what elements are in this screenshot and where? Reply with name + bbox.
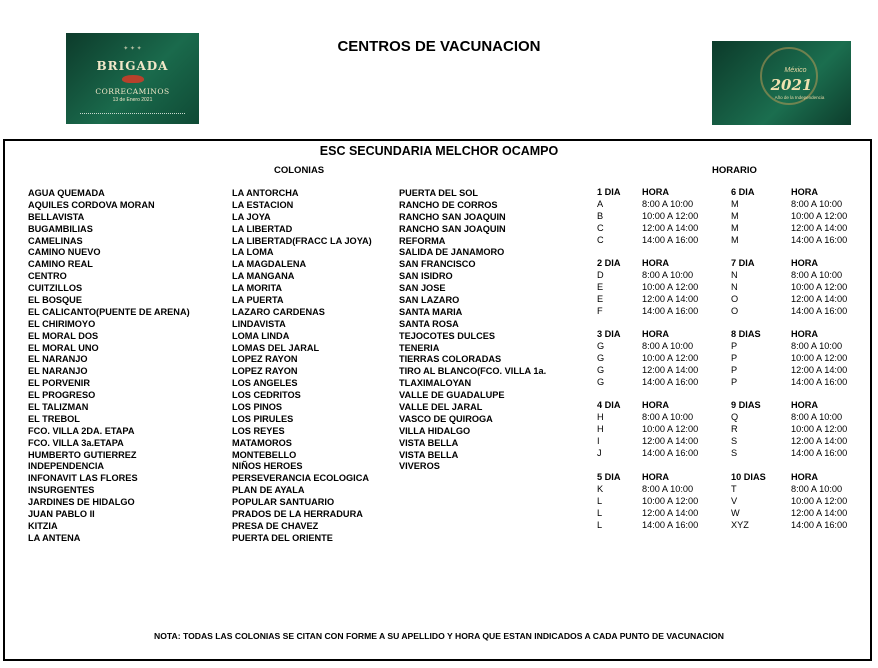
colonia-item: POPULAR SANTUARIO — [232, 497, 335, 508]
colonia-item: LA PUERTA — [232, 295, 284, 306]
colonia-item: VILLA HIDALGO — [399, 425, 471, 436]
group-code: H — [597, 423, 604, 434]
colonia-item: EL MORAL UNO — [28, 342, 99, 353]
time-slot: 14:00 A 16:00 — [642, 305, 699, 316]
colonia-item: FCO. VILLA 3a.ETAPA — [28, 437, 124, 448]
hora-label: HORA — [791, 472, 819, 482]
group-code: P — [731, 340, 738, 351]
colonias-column-2 — [232, 188, 372, 545]
day-label: 10 DIAS — [731, 472, 766, 482]
colonia-item: TIRO AL BLANCO(FCO. VILLA 1a. — [399, 366, 547, 377]
hora-label: HORA — [791, 187, 819, 197]
colonia-item: KITZIA — [28, 520, 58, 531]
colonia-item: SAN JOSE — [399, 283, 446, 294]
colonia-item: MATAMOROS — [232, 437, 292, 448]
colonia-item: LA MAGDALENA — [232, 259, 307, 270]
time-slot: 12:00 A 14:00 — [642, 222, 699, 233]
time-slot: 10:00 A 12:00 — [791, 352, 848, 363]
group-code: G — [597, 340, 605, 351]
time-slot: 14:00 A 16:00 — [791, 519, 848, 530]
time-slot: 10:00 A 12:00 — [791, 210, 848, 221]
time-slot: 14:00 A 16:00 — [642, 519, 699, 530]
group-code: E — [597, 281, 604, 292]
hora-label: HORA — [791, 400, 819, 410]
group-code: C — [597, 234, 604, 245]
colonia-item: LA MANGANA — [232, 271, 295, 282]
time-slot: 8:00 A 10:00 — [791, 340, 843, 351]
schedule-block — [731, 258, 861, 317]
schedule-block — [731, 329, 861, 388]
time-slot: 12:00 A 14:00 — [642, 364, 699, 375]
colonia-item: LAZARO CARDENAS — [232, 306, 325, 317]
colonia-item: CUITZILLOS — [28, 283, 83, 294]
colonia-item: CAMINO NUEVO — [28, 247, 101, 258]
hora-label: HORA — [642, 472, 670, 482]
time-slot: 14:00 A 16:00 — [642, 447, 699, 458]
day-label: 6 DIA — [731, 187, 755, 197]
time-slot: 8:00 A 10:00 — [791, 411, 843, 422]
colonia-item: SAN FRANCISCO — [399, 259, 476, 270]
colonia-item: SAN ISIDRO — [399, 271, 453, 282]
time-slot: 12:00 A 14:00 — [642, 293, 699, 304]
hora-label: HORA — [642, 329, 670, 339]
colonia-item: LA MORITA — [232, 283, 283, 294]
mexico-2021-logo — [712, 41, 851, 125]
school-title: ESC SECUNDARIA MELCHOR OCAMPO — [319, 144, 559, 158]
horario-header: HORARIO — [712, 165, 757, 176]
colonia-item: LOS PIRULES — [232, 413, 294, 424]
colonia-item: EL CHIRIMOYO — [28, 318, 96, 329]
colonia-item: LA ESTACION — [232, 199, 294, 210]
group-code: P — [731, 376, 738, 387]
colonia-item: VISTA BELLA — [399, 437, 459, 448]
group-code: M — [731, 198, 739, 209]
group-code: F — [597, 305, 603, 316]
colonia-item: AQUILES CORDOVA MORAN — [28, 199, 155, 210]
colonia-item: LA JOYA — [232, 211, 271, 222]
colonia-item: BELLAVISTA — [28, 211, 85, 222]
group-code: S — [731, 447, 738, 458]
logo-title: BRIGADA — [96, 59, 169, 73]
day-label: 9 DIAS — [731, 400, 761, 410]
time-slot: 8:00 A 10:00 — [642, 198, 694, 209]
colonia-item: EL CALICANTO(PUENTE DE ARENA) — [28, 306, 190, 317]
time-slot: 12:00 A 14:00 — [791, 222, 848, 233]
colonia-item: RANCHO SAN JOAQUIN — [399, 223, 506, 234]
day-label: 1 DIA — [597, 187, 621, 197]
logo-date: 13 de Enero 2021 — [112, 97, 153, 103]
colonia-item: INDEPENDENCIA — [28, 461, 105, 472]
time-slot: 10:00 A 12:00 — [642, 352, 699, 363]
roadrunner-icon — [122, 75, 144, 83]
colonia-item: VALLE DE GUADALUPE — [399, 390, 505, 401]
group-code: N — [731, 269, 738, 280]
time-slot: 10:00 A 12:00 — [791, 495, 848, 506]
group-code: B — [597, 210, 604, 221]
colonia-item: PUERTA DEL SOL — [399, 188, 478, 198]
colonias-header: COLONIAS — [274, 165, 325, 176]
colonia-item: JUAN PABLO II — [28, 509, 95, 520]
colonia-item: FCO. VILLA 2DA. ETAPA — [28, 425, 135, 436]
group-code: O — [731, 293, 739, 304]
time-slot: 8:00 A 10:00 — [791, 483, 843, 494]
group-code: S — [731, 435, 738, 446]
logo-year: 2021 — [770, 76, 813, 94]
group-code: Q — [731, 411, 739, 422]
group-code: L — [597, 495, 603, 506]
colonia-item: RANCHO SAN JOAQUIN — [399, 211, 506, 222]
colonia-item: PERSEVERANCIA ECOLOGICA — [232, 473, 369, 484]
time-slot: 8:00 A 10:00 — [791, 198, 843, 209]
colonia-item: SANTA ROSA — [399, 318, 459, 329]
time-slot: 14:00 A 16:00 — [642, 234, 699, 245]
colonia-item: VISTA BELLA — [399, 449, 459, 460]
colonia-item: EL NARANJO — [28, 354, 88, 365]
colonia-item: BUGAMBILIAS — [28, 223, 93, 234]
schedule-block — [731, 187, 861, 246]
colonia-item: VALLE DEL JARAL — [399, 402, 483, 413]
day-label: 4 DIA — [597, 400, 621, 410]
group-code: XYZ — [731, 519, 749, 530]
colonia-item: LA LIBERTAD(FRACC LA JOYA) — [232, 235, 372, 246]
group-code: J — [597, 447, 602, 458]
colonia-item: EL TALIZMAN — [28, 402, 89, 413]
colonia-item: LA ANTORCHA — [232, 188, 299, 198]
logo-subtitle: CORRECAMINOS — [95, 87, 170, 96]
time-slot: 8:00 A 10:00 — [791, 269, 843, 280]
day-label: 3 DIA — [597, 329, 621, 339]
colonias-column-3 — [399, 188, 546, 473]
colonia-item: JARDINES DE HIDALGO — [28, 497, 135, 508]
time-slot: 12:00 A 14:00 — [642, 507, 699, 518]
group-code: I — [597, 435, 600, 446]
time-slot: 14:00 A 16:00 — [791, 234, 848, 245]
logo-decor: ✦ ✦ ✦ — [123, 46, 142, 52]
group-code: L — [597, 507, 603, 518]
colonia-item: TENERIA — [399, 342, 440, 353]
colonia-item: SALIDA DE JANAMORO — [399, 247, 505, 258]
colonia-item: EL TREBOL — [28, 413, 80, 424]
time-slot: 10:00 A 12:00 — [642, 281, 699, 292]
time-slot: 8:00 A 10:00 — [642, 483, 694, 494]
group-code: G — [597, 364, 605, 375]
time-slot: 14:00 A 16:00 — [791, 376, 848, 387]
group-code: M — [731, 210, 739, 221]
colonia-item: LINDAVISTA — [232, 318, 286, 329]
day-label: 5 DIA — [597, 472, 621, 482]
colonia-item: LOMAS DEL JARAL — [232, 342, 320, 353]
hora-label: HORA — [642, 400, 670, 410]
schedule-block — [597, 400, 727, 459]
colonia-item: LA LOMA — [232, 247, 274, 258]
footer-note: NOTA: TODAS LAS COLONIAS SE CITAN CON FORME A SU APELLIDO Y HORA QUE ESTAN INDICADOS A CADA PUNTO DE VACUNACION — [154, 631, 724, 641]
colonias-column-1 — [28, 188, 190, 545]
schedule-block — [597, 258, 727, 317]
group-code: T — [731, 483, 737, 494]
group-code: G — [597, 352, 605, 363]
time-slot: 8:00 A 10:00 — [642, 340, 694, 351]
colonia-item: CENTRO — [28, 271, 67, 282]
group-code: W — [731, 507, 740, 518]
schedule-block — [597, 472, 727, 531]
colonia-item: SAN LAZARO — [399, 295, 460, 306]
group-code: K — [597, 483, 604, 494]
colonia-item: LOPEZ RAYON — [232, 366, 298, 377]
schedule-block — [731, 400, 861, 459]
colonia-item: LA ANTENA — [28, 532, 81, 543]
colonia-item: TEJOCOTES DULCES — [399, 330, 495, 341]
colonia-item: LA LIBERTAD — [232, 223, 293, 234]
colonia-item: EL BOSQUE — [28, 295, 82, 306]
colonia-item: NIÑOS HEROES — [232, 461, 303, 472]
time-slot: 10:00 A 12:00 — [642, 423, 699, 434]
time-slot: 12:00 A 14:00 — [791, 293, 848, 304]
hora-label: HORA — [642, 258, 670, 268]
time-slot: 10:00 A 12:00 — [642, 495, 699, 506]
colonia-item: AGUA QUEMADA — [28, 188, 105, 198]
group-code: C — [597, 222, 604, 233]
time-slot: 10:00 A 12:00 — [791, 423, 848, 434]
group-code: G — [597, 376, 605, 387]
group-code: L — [597, 519, 603, 530]
hora-label: HORA — [791, 258, 819, 268]
logo-caption: Año de la Independencia — [774, 95, 825, 100]
page-title: CENTROS DE VACUNACION — [337, 38, 541, 55]
colonia-item: CAMELINAS — [28, 235, 83, 246]
time-slot: 10:00 A 12:00 — [791, 281, 848, 292]
group-code: V — [731, 495, 738, 506]
colonia-item: REFORMA — [399, 235, 446, 246]
time-slot: 14:00 A 16:00 — [642, 376, 699, 387]
hora-label: HORA — [791, 329, 819, 339]
group-code: O — [731, 305, 739, 316]
colonia-item: VIVEROS — [399, 461, 440, 472]
colonia-item: VASCO DE QUIROGA — [399, 413, 493, 424]
colonia-item: EL MORAL DOS — [28, 330, 99, 341]
group-code: N — [731, 281, 738, 292]
colonia-item: MONTEBELLO — [232, 449, 297, 460]
group-code: R — [731, 423, 738, 434]
colonia-item: PUERTA DEL ORIENTE — [232, 532, 333, 543]
colonia-item: EL PORVENIR — [28, 378, 90, 389]
day-label: 2 DIA — [597, 258, 621, 268]
schedule-block — [597, 329, 727, 388]
logo-footer-strip — [80, 113, 185, 117]
group-code: P — [731, 364, 738, 375]
time-slot: 10:00 A 12:00 — [642, 210, 699, 221]
colonia-item: LOMA LINDA — [232, 330, 290, 341]
colonia-item: LOS PINOS — [232, 402, 283, 413]
colonia-item: LOPEZ RAYON — [232, 354, 298, 365]
colonia-item: PRESA DE CHAVEZ — [232, 520, 319, 531]
colonia-item: TIERRAS COLORADAS — [399, 354, 502, 365]
time-slot: 8:00 A 10:00 — [642, 269, 694, 280]
colonia-item: RANCHO DE CORROS — [399, 199, 498, 210]
time-slot: 12:00 A 14:00 — [791, 364, 848, 375]
time-slot: 12:00 A 14:00 — [791, 507, 848, 518]
colonia-item: LOS REYES — [232, 425, 285, 436]
colonia-item: PRADOS DE LA HERRADURA — [232, 509, 363, 520]
group-code: E — [597, 293, 604, 304]
colonia-item: SANTA MARIA — [399, 306, 463, 317]
time-slot: 14:00 A 16:00 — [791, 305, 848, 316]
group-code: D — [597, 269, 604, 280]
colonia-item: LOS CEDRITOS — [232, 390, 301, 401]
colonia-item: PLAN DE AYALA — [232, 485, 305, 496]
group-code: P — [731, 352, 738, 363]
group-code: M — [731, 222, 739, 233]
colonia-item: LOS ANGELES — [232, 378, 298, 389]
schedule-block — [731, 472, 861, 531]
colonia-item: INSURGENTES — [28, 485, 95, 496]
schedule-block — [597, 187, 727, 246]
colonia-item: EL PROGRESO — [28, 390, 96, 401]
group-code: A — [597, 198, 604, 209]
time-slot: 12:00 A 14:00 — [791, 435, 848, 446]
group-code: M — [731, 234, 739, 245]
colonia-item: TLAXIMALOYAN — [399, 378, 472, 389]
colonia-item: INFONAVIT LAS FLORES — [28, 473, 138, 484]
time-slot: 14:00 A 16:00 — [791, 447, 848, 458]
time-slot: 8:00 A 10:00 — [642, 411, 694, 422]
colonia-item: HUMBERTO GUTIERREZ — [28, 449, 137, 460]
hora-label: HORA — [642, 187, 670, 197]
time-slot: 12:00 A 14:00 — [642, 435, 699, 446]
day-label: 8 DIAS — [731, 329, 761, 339]
colonia-item: EL NARANJO — [28, 366, 88, 377]
logo-mexico: México — [784, 67, 807, 74]
day-label: 7 DIA — [731, 258, 755, 268]
group-code: H — [597, 411, 604, 422]
colonia-item: CAMINO REAL — [28, 259, 93, 270]
